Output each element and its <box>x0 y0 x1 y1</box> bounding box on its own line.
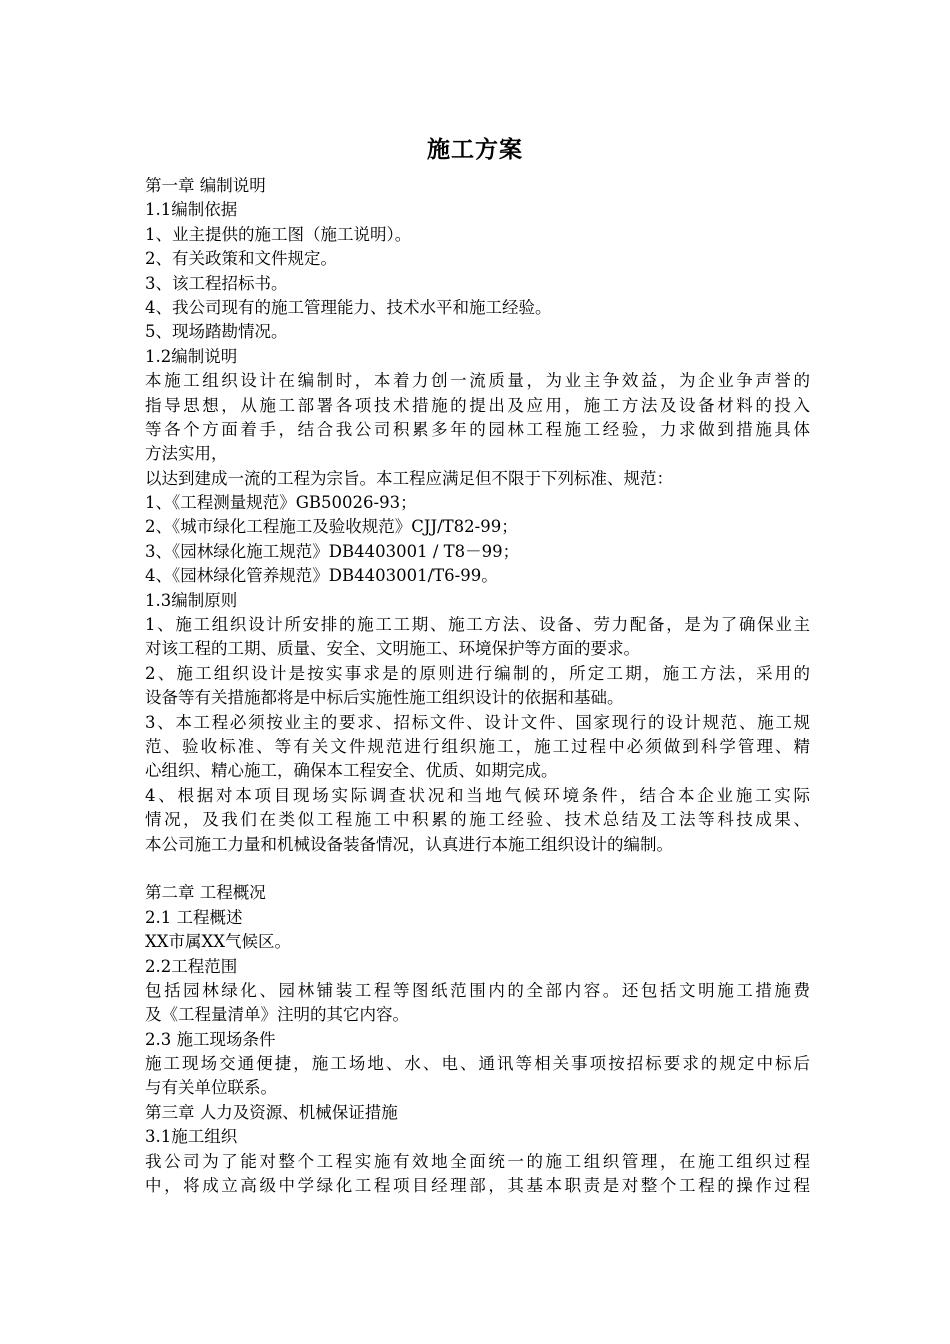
text-line: 1.1编制依据 <box>145 200 238 220</box>
text-line: 3、该工程招标书。 <box>145 273 288 293</box>
text-line: 4、《园林绿化管养规范》DB4403001/T6-99。 <box>145 566 498 586</box>
text-line: 方法实用， <box>145 444 228 464</box>
text-line: 2.1 工程概述 <box>145 907 243 927</box>
text-line: XX市属XX气候区。 <box>145 932 291 952</box>
text-line: 设备等有关措施都将是中标后实施性施工组织设计的依据和基础。 <box>145 688 624 708</box>
text-line: 及《工程量清单》注明的其它内容。 <box>145 1005 409 1025</box>
text-line: 3、本工程必须按业主的要求、招标文件、设计文件、国家现行的设计规范、施工规 <box>145 712 810 732</box>
text-line: 第一章 编制说明 <box>145 176 266 195</box>
text-line: 我公司为了能对整个工程实施有效地全面统一的施工组织管理，在施工组织过程 <box>145 1151 810 1171</box>
text-line: 2、施工组织设计是按实事求是的原则进行编制的，所定工期，施工方法，采用的 <box>145 663 810 683</box>
document-body <box>145 174 810 1198</box>
text-line: 2.3 施工现场条件 <box>145 1029 276 1049</box>
text-line: 等各个方面着手，结合我公司积累多年的园林工程施工经验，力求做到措施具体 <box>145 419 810 439</box>
text-line: 1、《工程测量规范》GB50026-93； <box>145 493 417 513</box>
text-line: 本公司施工力量和机械设备装备情况，认真进行本施工组织设计的编制。 <box>145 834 673 854</box>
text-line: 2.2工程范围 <box>145 956 238 976</box>
blank-line <box>145 857 810 881</box>
text-line: 1、施工组织设计所安排的施工工期、施工方法、设备、劳力配备，是为了确保业主 <box>145 615 810 635</box>
text-line: 2、有关政策和文件规定。 <box>145 249 337 269</box>
text-line: 范、验收标准、等有关文件规范进行组织施工，施工过程中必须做到科学管理、精 <box>145 736 810 756</box>
text-line: 1.2编制说明 <box>145 346 238 366</box>
text-line: 对该工程的工期、质量、安全、文明施工、环境保护等方面的要求。 <box>145 639 640 659</box>
text-line: 包括园林绿化、园林铺装工程等图纸范围内的全部内容。还包括文明施工措施费 <box>145 980 810 1000</box>
text-line: 5、现场踏勘情况。 <box>145 322 288 342</box>
text-line: 1、业主提供的施工图（施工说明）。 <box>145 224 412 244</box>
text-line: 以达到建成一流的工程为宗旨。本工程应满足但不限于下列标准、规范： <box>145 468 673 488</box>
text-line: 心组织、精心施工，确保本工程安全、优质、如期完成。 <box>145 761 558 781</box>
text-line: 与有关单位联系。 <box>145 1078 277 1098</box>
text-line: 情况，及我们在类似工程施工中积累的施工经验、技术总结及工法等科技成果、 <box>145 810 810 830</box>
text-line: 中，将成立高级中学绿化工程项目经理部，其基本职责是对整个工程的操作过程 <box>145 1176 810 1196</box>
text-line: 第二章 工程概况 <box>145 883 266 903</box>
document-title: 施工方案 <box>427 137 523 163</box>
text-line: 指导思想，从施工部署各项技术措施的提出及应用，施工方法及设备材料的投入 <box>145 395 810 415</box>
text-line: 本施工组织设计在编制时，本着力创一流质量，为业主争效益，为企业争声誉的 <box>145 371 810 391</box>
text-line: 4、根据对本项目现场实际调查状况和当地气候环境条件，结合本企业施工实际 <box>145 785 810 805</box>
text-line: 2、《城市绿化工程施工及验收规范》CJJ/T82-99； <box>145 517 518 537</box>
text-line: 施工现场交通便捷，施工场地、水、电、通讯等相关事项按招标要求的规定中标后 <box>145 1054 810 1074</box>
text-line: 1.3编制原则 <box>145 590 238 610</box>
text-line: 4、我公司现有的施工管理能力、技术水平和施工经验。 <box>145 297 552 317</box>
text-line: 3、《园林绿化施工规范》DB4403001 / T8－99； <box>145 541 520 561</box>
text-line: 3.1施工组织 <box>145 1127 238 1147</box>
text-line: 第三章 人力及资源、机械保证措施 <box>145 1102 398 1122</box>
